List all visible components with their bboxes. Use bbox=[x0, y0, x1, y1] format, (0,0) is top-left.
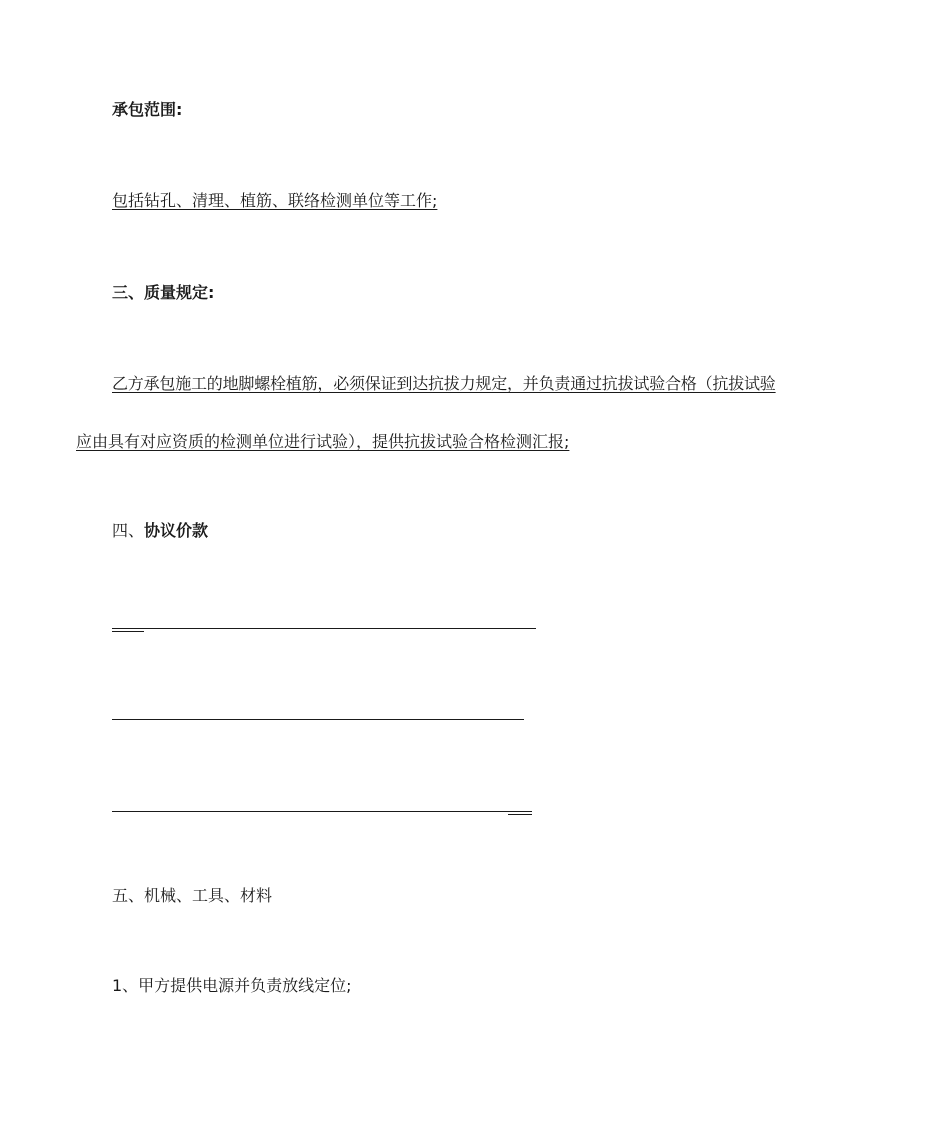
quality-heading: 三、质量规定: bbox=[112, 283, 215, 302]
machinery-heading: 五、机械、工具、材料 bbox=[112, 886, 273, 905]
price-heading bbox=[112, 520, 208, 542]
blank-line-3 bbox=[112, 811, 532, 812]
list-item-1: 1、甲方提供电源并负责放线定位; bbox=[112, 976, 352, 995]
scope-heading: 承包范围: bbox=[112, 100, 183, 119]
quality-text-line-2: 应由具有对应资质的检测单位进行试验），提供抗拔试验合格检测汇报; bbox=[76, 432, 570, 451]
blank-line-1-mark bbox=[112, 631, 144, 632]
quality-text-line-1: 乙方承包施工的地脚螺栓植筋，必须保证到达抗拔力规定，并负责通过抗拔试验合格（抗拔试验 bbox=[112, 374, 776, 393]
price-heading-title: 协议价款 bbox=[144, 521, 209, 540]
blank-line-2 bbox=[112, 719, 524, 720]
blank-line-3-mark bbox=[508, 814, 532, 815]
price-heading-prefix: 四、 bbox=[112, 521, 145, 540]
blank-line-1 bbox=[112, 628, 536, 629]
scope-text: 包括钻孔、清理、植筋、联络检测单位等工作; bbox=[112, 191, 438, 210]
